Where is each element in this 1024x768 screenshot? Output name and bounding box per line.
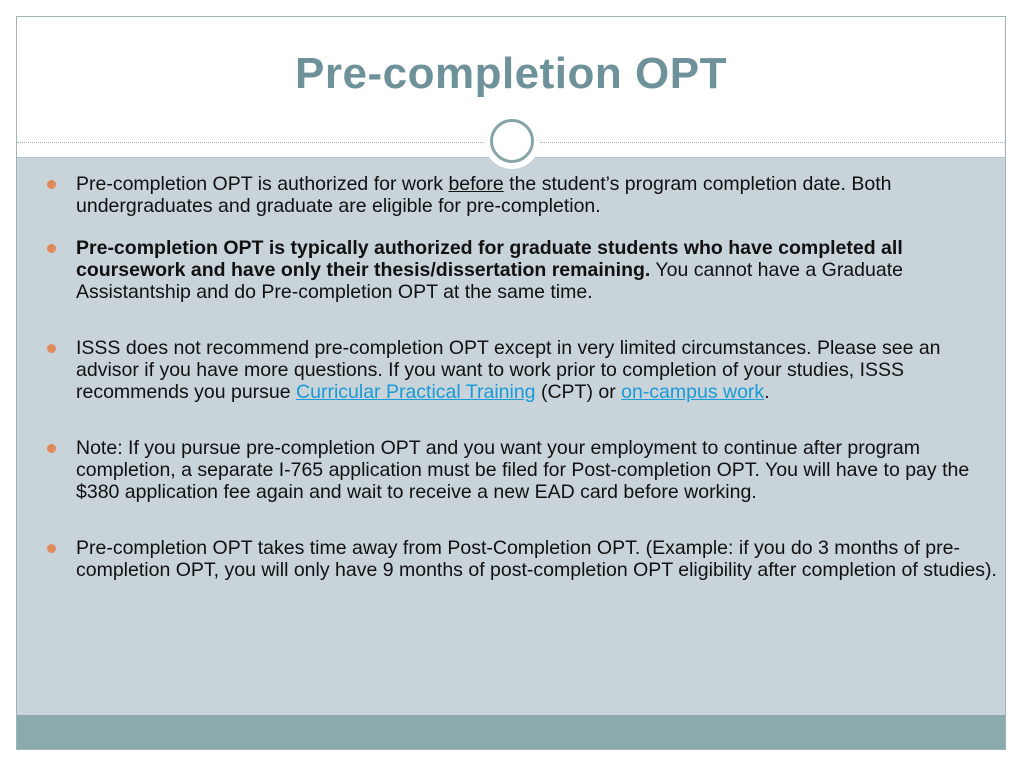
divider-circle-ornament (484, 113, 540, 169)
bullet-item (47, 173, 1007, 217)
underlined-word: before (448, 173, 504, 195)
bullet-text: Pre-completion OPT takes time away from Post-Completion OPT. (Example: if you do 3 months of pre-completion OPT, you will only have 9 months of post-completion OPT eligibility after completion of studies). (76, 537, 997, 581)
bullet-dot-icon (47, 180, 56, 189)
bullet-item (47, 537, 1007, 581)
bullet-dot-icon (47, 544, 56, 553)
bullet-dot-icon (47, 344, 56, 353)
bullet-dot-icon (47, 244, 56, 253)
bullet-text: Pre-completion OPT is authorized for work (76, 173, 449, 195)
bullet-text: (CPT) or (535, 381, 622, 403)
bullet-text: ISSS does not recommend pre-completion OPT except in very limited circumstances. Please see an advisor if you have more questions. If you want to work prior to completion of your studies, ISSS recommends you pursue (76, 337, 941, 403)
footer-bar (17, 715, 1005, 749)
bullet-list (47, 173, 1007, 581)
bullet-text: You cannot have a Graduate Assistantship and do Pre-completion OPT at the same time. (76, 259, 903, 303)
cpt-link[interactable]: Curricular Practical Training (296, 381, 536, 403)
bullet-dot-icon (47, 444, 56, 453)
bullet-item (47, 337, 1007, 403)
bullet-item (47, 437, 1007, 503)
slide-title: Pre-completion OPT (295, 49, 727, 98)
bullet-item (47, 237, 1007, 303)
circle-ring-icon (490, 119, 534, 163)
slide (16, 16, 1006, 750)
bold-text: Pre-completion OPT is typically authorized for graduate students who have completed all coursework and have only their thesis/dissertation remaining. (76, 237, 903, 281)
on-campus-work-link[interactable]: on-campus work (621, 381, 765, 403)
bullet-text: . (764, 381, 770, 403)
bullet-text: the student’s program completion date. Both undergraduates and graduate are eligible for pre-completion. (76, 173, 892, 217)
bullet-text: Note: If you pursue pre-completion OPT and you want your employment to continue after program completion, a separate I-765 application must be filed for Post-completion OPT. You will have to pay the $380 application fee again and wait to receive a new EAD card before working. (76, 437, 970, 503)
